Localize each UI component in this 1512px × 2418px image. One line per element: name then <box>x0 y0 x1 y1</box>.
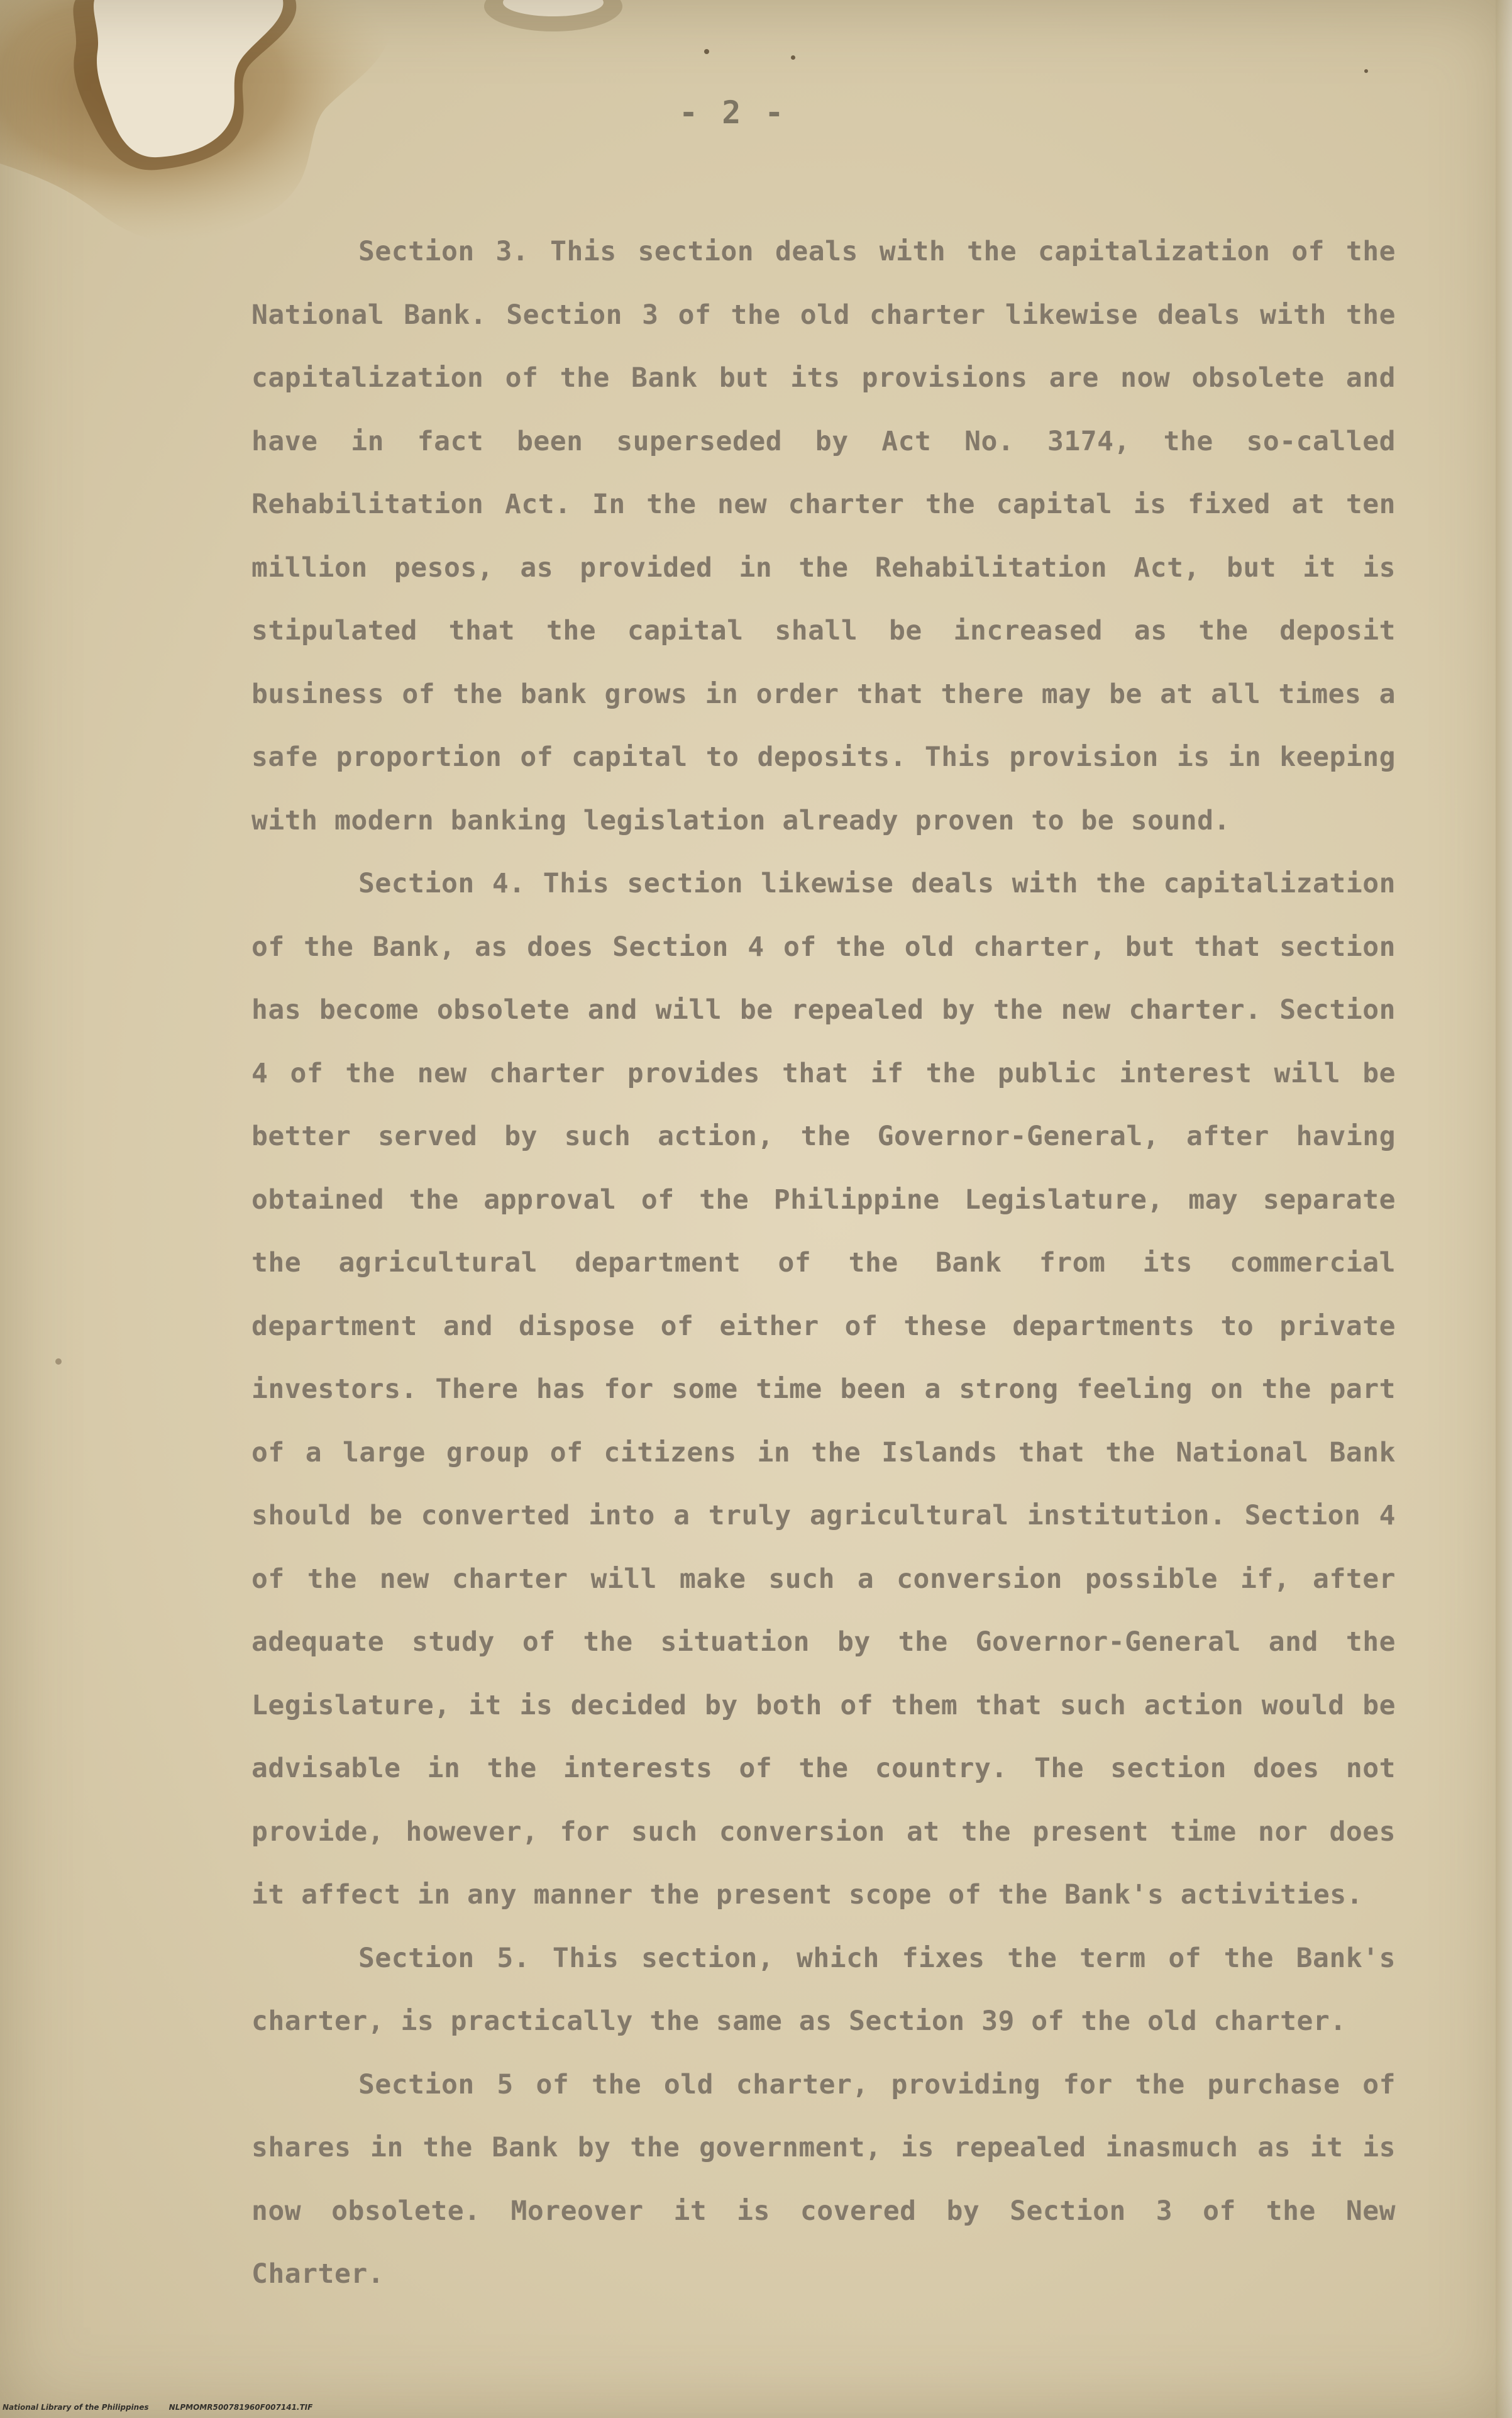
document-body <box>251 220 1396 2306</box>
paragraph-section-5: Section 5. This section, which fixes the term of the Bank's charter, is practically the same as Section 39 of the old charter. <box>251 1942 1396 2037</box>
paragraph-section-3: Section 3. This section deals with the capitalization of the National Bank. Section 3 of the old charter likewise deals with the capitalization of the Bank but its provisions are now obsolete and have in fact been superseded by Act No. 3174, the so-called Rehabilitation Act. In the new charter the capital is fixed at ten million pesos, as provided in the Rehabilitation Act, but it is stipulated that the capital shall be increased as the deposit business of the bank grows in order that there may be at all times a safe proportion of capital to deposits. This provision is in keeping with modern banking legislation already proven to be sound. <box>251 236 1396 836</box>
right-edge-strip <box>1496 0 1512 2418</box>
paper-speck <box>791 55 795 60</box>
paper-speck <box>55 1358 62 1365</box>
paper-speck <box>1364 69 1368 73</box>
archive-footer <box>3 2403 330 2412</box>
footer-file-id: NLPMOMR500781960F007141.TIF <box>168 2403 313 2412</box>
paragraph-section-4: Section 4. This section likewise deals with the capitalization of the Bank, as does Section 4 of the old charter, but that section has become obsolete and will be repealed by the new charter. Section 4 of the new charter provides that if the public interest will be better served by such action, the Governor-General, after having obtained the approval of the Philippine Legislature, may separate the agricultural department of the Bank from its commercial department and dispose of either of these departments to private investors. There has for some time been a strong feeling on the part of a large group of citizens in the Islands that the National Bank should be converted into a truly agricultural institution. Section 4 of the new charter will make such a conversion possible if, after adequate study of the situation by the Governor-General and the Legislature, it is decided by both of them that such action would be advisable in the interests of the country. The section does not provide, however, for such conversion at the present time nor does it affect in any manner the present scope of the Bank's activities. <box>251 868 1396 1911</box>
paper-speck <box>704 49 709 54</box>
burn-damage-top-center <box>478 0 629 44</box>
footer-library: National Library of the Philippines <box>3 2403 149 2412</box>
burn-damage-top-left <box>0 0 402 252</box>
paragraph-old-section-5: Section 5 of the old charter, providing for the purchase of shares in the Bank by the government, is repealed inasmuch as it is now obsolete. Moreover it is covered by Section 3 of the New Charter. <box>251 2068 1396 2290</box>
page-number: - 2 - <box>679 94 786 131</box>
